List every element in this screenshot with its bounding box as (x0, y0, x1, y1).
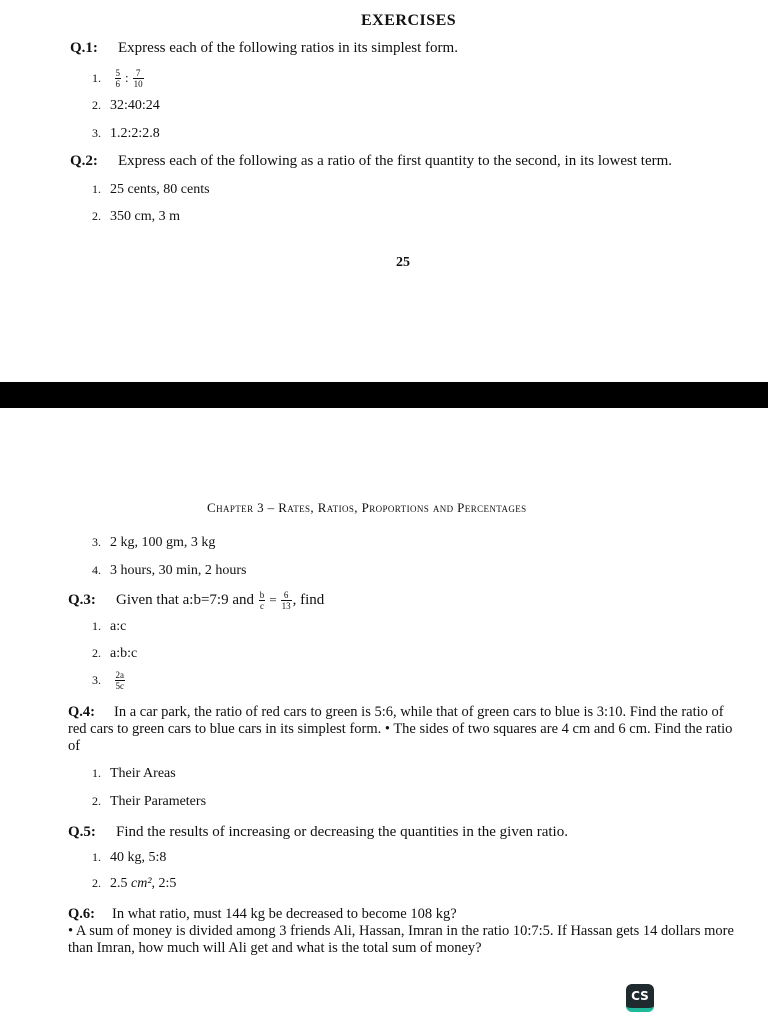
numerator: b (259, 590, 265, 600)
item-number: 3. (92, 535, 101, 549)
q5-item-2 (92, 876, 176, 892)
question-3-text-end: , find (292, 591, 325, 608)
fraction (133, 68, 144, 89)
denominator: 6 (115, 79, 120, 89)
page-top (0, 0, 768, 382)
item-text: 3 hours, 30 min, 2 hours (110, 563, 247, 578)
q4-item-2 (92, 794, 206, 810)
item-text: Their Areas (110, 766, 176, 781)
question-5-text: Find the results of increasing or decreasing the quantities in the given ratio. (116, 824, 568, 840)
item-text: 32:40:24 (110, 98, 160, 113)
item-number: 2. (92, 209, 101, 223)
fraction (259, 590, 266, 611)
question-6-text: In what ratio, must 144 kg be decreased to become 108 kg? (112, 906, 457, 922)
item-number: 2. (92, 98, 101, 112)
question-6-extra: • A sum of money is divided among 3 friends Ali, Hassan, Imran in the ratio 10:7:5. If Hassan gets 14 dollars more than Imran, how much will Ali get and what is the total sum of money? (68, 923, 734, 956)
item-number: 2. (92, 646, 101, 660)
q1-item-2 (92, 98, 160, 114)
question-1 (70, 40, 458, 57)
q2-item-2 (92, 209, 180, 225)
q3-item-2 (92, 646, 137, 662)
page-number: 25 (396, 255, 410, 270)
numerator: 2a (115, 670, 124, 680)
camscanner-logo: CS (626, 984, 654, 1012)
exercises-title: EXERCISES (361, 12, 457, 29)
chapter-header: Chapter 3 – Rates, Ratios, Proportions and Percentages (207, 500, 527, 515)
item-number: 4. (92, 563, 101, 577)
q1-item-3 (92, 126, 160, 142)
item-number: 1. (92, 619, 101, 633)
question-3 (68, 590, 324, 611)
question-3-text: Given that a:b=7:9 and (116, 591, 255, 608)
question-1-text: Express each of the following ratios in its simplest form. (118, 40, 458, 56)
question-6 (68, 906, 744, 957)
question-4 (68, 704, 744, 755)
item-number: 2. (92, 794, 101, 808)
page-divider (0, 382, 768, 408)
question-4-text: In a car park, the ratio of red cars to green is 5:6, while that of green cars to blue is 3:10. Find the ratio of red cars to green cars to blue cars in its simplest form. • The sides of two squares are 4 cm and 6 cm. Find the ratio of (68, 704, 733, 754)
item-number: 3. (92, 672, 101, 687)
question-4-label: Q.4: (68, 704, 95, 720)
unit-cm2: cm² (131, 876, 152, 891)
numerator: 6 (281, 590, 292, 601)
q3-item-3 (92, 670, 126, 691)
numerator: 5 (115, 68, 120, 78)
item-text: 350 cm, 3 m (110, 209, 180, 224)
question-6-label: Q.6: (68, 906, 95, 922)
numerator: 7 (133, 68, 144, 79)
fraction (281, 590, 292, 611)
question-2 (70, 153, 672, 170)
item-text: 40 kg, 5:8 (110, 850, 167, 865)
ratio-operator: : (125, 69, 129, 85)
question-1-label: Q.1: (70, 40, 98, 56)
q5-item-1 (92, 850, 166, 866)
q2-item-4 (92, 563, 247, 579)
item-number: 3. (92, 126, 101, 140)
question-3-label: Q.3: (68, 591, 96, 608)
q4-item-1 (92, 766, 176, 782)
item-text: a:c (110, 619, 127, 634)
question-5-label: Q.5: (68, 824, 96, 840)
q2-item-1 (92, 182, 210, 198)
item-number: 1. (92, 70, 101, 85)
item-text: 2.5 (110, 876, 128, 891)
q1-item-1 (92, 68, 145, 89)
q3-item-1 (92, 619, 126, 635)
equals-sign: = (269, 591, 277, 607)
denominator: 10 (133, 79, 143, 89)
question-2-label: Q.2: (70, 153, 98, 169)
q2-item-3 (92, 535, 215, 551)
denominator: 13 (281, 601, 291, 611)
item-number: 2. (92, 876, 101, 890)
denominator: c (260, 601, 265, 611)
item-text-end: , 2:5 (151, 876, 177, 891)
question-5 (68, 824, 568, 841)
item-number: 1. (92, 850, 101, 864)
question-2-text: Express each of the following as a ratio of the first quantity to the second, in its lowest term. (118, 153, 673, 169)
fraction (115, 670, 126, 691)
item-text: 2 kg, 100 gm, 3 kg (110, 535, 216, 550)
denominator: 5c (115, 681, 124, 691)
item-text: 25 cents, 80 cents (110, 182, 210, 197)
item-number: 1. (92, 182, 101, 196)
item-number: 1. (92, 766, 101, 780)
page-bottom (0, 408, 768, 1024)
item-text: Their Parameters (110, 794, 207, 809)
fraction (115, 68, 122, 89)
item-text: 1.2:2:2.8 (110, 126, 160, 141)
item-text: a:b:c (110, 646, 138, 661)
